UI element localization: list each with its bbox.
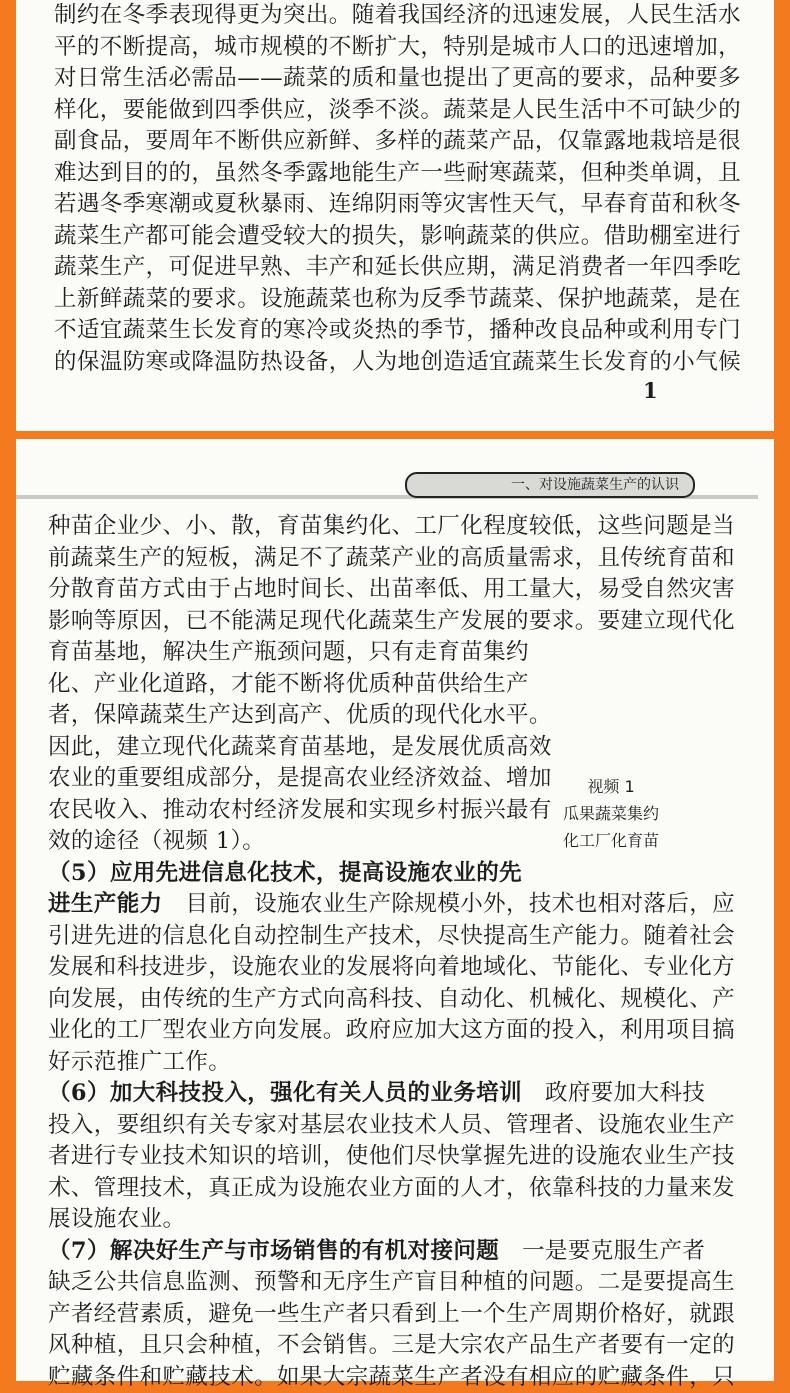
- video-caption-line: 化工厂化育苗: [536, 827, 686, 854]
- text-line: 对日常生活必需品——蔬菜的质和量也提出了更高的要求，品种要多: [54, 63, 704, 95]
- text-line: 农民收入、推动农村经济发展和实现乡村振兴最有: [48, 795, 528, 827]
- body-text-bottom: [48, 511, 738, 1393]
- running-header: 一、对设施蔬菜生产的认识: [405, 472, 695, 498]
- text-line: 前蔬菜生产的短板，满足不了蔬菜产业的高质量需求，且传统育苗和: [48, 543, 738, 575]
- video-qr-placeholder[interactable]: [536, 659, 686, 769]
- text-span: 政府要加大科技: [545, 1080, 705, 1106]
- text-line: 不适宜蔬菜生长发育的寒冷或炎热的季节，播种改良品种或利用专门: [54, 315, 704, 347]
- section-heading-7: （7）解决好生产与市场销售的有机对接问题: [48, 1238, 499, 1264]
- text-line: 贮藏条件和贮藏技术。如果大宗蔬菜生产者没有相应的贮藏条件，只: [48, 1362, 738, 1393]
- text-line: 样化，要能做到四季供应，淡季不淡。蔬菜是人民生活中不可缺少的: [54, 95, 704, 127]
- text-span: 目前，设施农业生产除规模小外，技术也相对落后，应: [185, 891, 735, 917]
- text-line: [48, 889, 738, 921]
- text-line: 上新鲜蔬菜的要求。设施蔬菜也称为反季节蔬菜、保护地蔬菜，是在: [54, 284, 704, 316]
- text-line: 制约在冬季表现得更为突出。随着我国经济的迅速发展，人民生活水: [54, 0, 704, 32]
- text-line: 产者经营素质，避免一些生产者只看到上一个生产周期价格好，就跟: [48, 1299, 738, 1331]
- text-span: 一是要克服生产者: [522, 1238, 705, 1264]
- video-caption-line: 视频 1: [536, 773, 686, 800]
- text-line: 种苗企业少、小、散，育苗集约化、工厂化程度较低，这些问题是当: [48, 511, 738, 543]
- text-line: 好示范推广工作。: [48, 1047, 738, 1079]
- text-line: 展设施农业。: [48, 1204, 738, 1236]
- text-line: 育苗基地，解决生产瓶颈问题，只有走育苗集约: [48, 637, 528, 669]
- text-line: 副食品，要周年不断供应新鲜、多样的蔬菜产品，仅靠露地栽培是很: [54, 126, 704, 158]
- text-line: 缺乏公共信息监测、预警和无序生产盲目种植的问题。二是要提高生: [48, 1267, 738, 1299]
- text-line: 的保温防寒或降温防热设备，人为地创造适宜蔬菜生长发育的小气候: [54, 347, 704, 379]
- text-line: [48, 1078, 738, 1110]
- text-line: 者，保障蔬菜生产达到高产、优质的现代化水平。: [48, 700, 528, 732]
- text-line: [48, 1236, 738, 1268]
- text-line: 向发展，由传统的生产方式向高科技、自动化、机械化、规模化、产: [48, 984, 738, 1016]
- text-line: 农业的重要组成部分，是提高农业经济效益、增加: [48, 763, 528, 795]
- section-heading-5-cont: 进生产能力: [48, 891, 163, 917]
- text-line: 风种植，且只会种植，不会销售。三是大宗农产品生产者要有一定的: [48, 1330, 738, 1362]
- text-line: 因此，建立现代化蔬菜育苗基地，是发展优质高效: [48, 732, 528, 764]
- body-text-top: [54, 0, 704, 378]
- text-line: 投入，要组织有关专家对基层农业技术人员、管理者、设施农业生产: [48, 1110, 738, 1142]
- text-line: 效的途径（视频 1）。: [48, 826, 528, 858]
- text-line: 者进行专业技术知识的培训，使他们尽快掌握先进的设施农业生产技: [48, 1141, 738, 1173]
- video-caption-line: 瓜果蔬菜集约: [536, 800, 686, 827]
- section-heading-6: （6）加大科技投入，强化有关人员的业务培训: [48, 1080, 522, 1106]
- book-page-bottom: [16, 439, 774, 1381]
- text-line: 蔬菜生产都可能会遭受较大的损失，影响蔬菜的供应。借助棚室进行: [54, 221, 704, 253]
- text-line: 难达到目的的，虽然冬季露地能生产一些耐寒蔬菜，但种类单调，且: [54, 158, 704, 190]
- text-line: 化、产业化道路，才能不断将优质种苗供给生产: [48, 669, 528, 701]
- text-line: 发展和科技进步，设施农业的发展将向着地域化、节能化、专业化方: [48, 952, 738, 984]
- text-line: 平的不断提高，城市规模的不断扩大，特别是城市人口的迅速增加，: [54, 32, 704, 64]
- section-heading-5: （5）应用先进信息化技术，提高设施农业的先: [48, 858, 528, 890]
- text-line: 若遇冬季寒潮或夏秋暴雨、连绵阴雨等灾害性天气，早春育苗和秋冬: [54, 189, 704, 221]
- text-line: 蔬菜生产，可促进早熟、丰产和延长供应期，满足消费者一年四季吃: [54, 252, 704, 284]
- text-line: 分散育苗方式由于占地时间长、出苗率低、用工量大，易受自然灾害: [48, 574, 738, 606]
- video-caption[interactable]: [536, 773, 686, 854]
- text-line: 术、管理技术，真正成为设施农业方面的人才，依靠科技的力量来发: [48, 1173, 738, 1205]
- book-page-top: [16, 0, 774, 431]
- text-line: 影响等原因，已不能满足现代化蔬菜生产发展的要求。要建立现代化: [48, 606, 738, 638]
- text-line: 引进先进的信息化自动控制生产技术，尽快提高生产能力。随着社会: [48, 921, 738, 953]
- text-line: 业化的工厂型农业方向发展。政府应加大这方面的投入，利用项目搞: [48, 1015, 738, 1047]
- page-number: 1: [643, 378, 658, 403]
